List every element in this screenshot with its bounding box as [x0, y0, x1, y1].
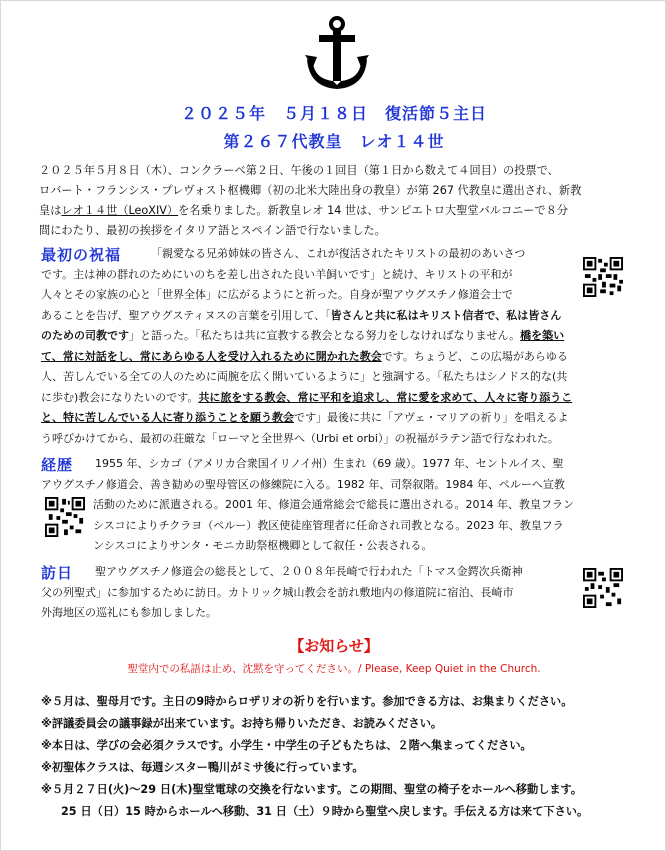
- blessing-text: です。ちょうど、この広場があらゆる: [381, 349, 568, 363]
- notice-item: 25 日（日）15 時からホールへ移動、31 日（土）９時から聖堂へ戻します。手伝える方は来て下さい。: [61, 805, 589, 818]
- notice-subtitle: 聖堂内での私語は止め、沈黙を守ってください。/ Please, Keep Quiet in the Church.: [127, 663, 541, 675]
- notice-list: [41, 691, 637, 823]
- career-line: ンシスコによりサンタ・モニカ助祭枢機卿として叙任・公表される。: [93, 539, 433, 552]
- career-line: 1955 年、シカゴ（アメリカ合衆国イリノイ州）生まれ（69 歳）。1977 年、セントルイス、聖: [95, 457, 564, 470]
- intro-line: [39, 201, 635, 221]
- blessing-quote: 皆さんと共に私はキリスト信者で、私は皆さん: [330, 308, 562, 322]
- intro-line: 間にわたり、最初の挨拶をイタリア語とスペイン語で行ないました。: [39, 224, 386, 237]
- blessing-line: 「親愛なる兄弟姉妹の皆さん、これが復活されたキリストの最初のあいさつ: [151, 247, 526, 260]
- notice-item: ※本日は、学びの会必須クラスです。小学生・中学生の子どもたちは、２階へ集まってください。: [41, 739, 532, 752]
- intro-line: ロバート・フランシス・プレヴォスト枢機卿（初の北米大陸出身の教皇）が第 267 代教皇に選出され、新教: [39, 184, 582, 197]
- blessing-paragraph: [41, 244, 641, 449]
- visit-paragraph: [41, 562, 581, 624]
- page-title-date: ２０２５年 ５月１８日 復活節５主日: [180, 104, 487, 123]
- intro-text: を名乗りました。新教皇レオ 14 世は、サンピエトロ大聖堂バルコニーで８分: [178, 204, 569, 217]
- blessing-line: う呼びかけてから、最初の荘厳な「ローマと全世界へ（Urbi et orbi）」の祝福がラテン語で行なわれた。: [41, 431, 559, 445]
- blessing-text: あることを告げ、聖アウグスティヌスの言葉を引用して、「: [41, 308, 331, 322]
- blessing-line: [41, 306, 641, 327]
- notice-item: ※５月２７日(火)～29 日(木)聖堂電球の交換を行ないます。この期間、聖堂の椅子をホールへ移動します。: [41, 783, 583, 796]
- blessing-emphasis: と、特に苦しんでいる人に寄り添うことを願う教会: [41, 411, 294, 424]
- anchor-icon: [301, 15, 373, 93]
- blessing-line: 人、苦しんでいる全ての人のために両腕を広く開いているように」と強調する。「私たちはシノドス的な(共: [41, 370, 568, 383]
- intro-paragraph: [39, 161, 635, 241]
- career-paragraph: [41, 454, 641, 557]
- blessing-quote: のための司教です: [41, 329, 129, 342]
- qr-code-icon: [583, 568, 623, 608]
- blessing-text: です」最後に共に「アヴェ・マリアの祈り」を唱えるよ: [294, 411, 569, 424]
- visit-line: 父の列聖式」に参加するために訪日。カトリック城山教会を訪れ敷地内の修道院に宿泊、長崎市: [41, 585, 514, 599]
- intro-text: 皇は: [39, 204, 62, 217]
- blessing-emphasis: 共に旅をする教会、常に平和を追求し、常に愛を求めて、人々に寄り添うこ: [198, 390, 573, 404]
- blessing-line: [41, 388, 641, 409]
- career-line: 活動のために派遣される。2001 年、修道会通常総会で総長に選出される。2014 年、教皇フラン: [93, 498, 574, 511]
- blessing-line: [41, 408, 641, 429]
- blessing-line: [41, 347, 641, 368]
- career-line: アウグスチノ修道会、善き勧めの聖母管区の修練院に入る。1982 年、司祭叙階。1984 年、ペルーへ宣教: [41, 477, 565, 491]
- notice-item: ※評議委員会の議事録が出来ています。お持ち帰りいただき、お読みください。: [41, 717, 443, 730]
- blessing-text: 」と語った。「私たちは共に宣教する教会となる努力をしなければなりません。: [129, 329, 521, 342]
- section-heading-blessing: 最初の祝福: [41, 246, 122, 264]
- notice-title: 【お知らせ】: [289, 637, 379, 655]
- visit-line: 聖アウグスチノ修道会の総長として、２００８年長崎で行われた「トマス金鍔次兵衛神: [95, 565, 523, 578]
- blessing-line: [41, 326, 641, 347]
- blessing-line: 人々とその家族の心と「世界全体」に広がるようにと祈った。自身が聖アウグスチノ修道会士で: [41, 288, 513, 301]
- blessing-line: です。主は神の群れのためにいのちを差し出された良い羊飼いです」と続け、キリストの平和が: [41, 267, 513, 281]
- section-heading-visit: 訪日: [41, 564, 74, 582]
- blessing-emphasis: 橋を築い: [520, 329, 565, 342]
- notice-item: ※５月は、聖母月です。主日の9時からロザリオの祈りを行います。参加できる方は、お集まりください。: [41, 695, 573, 708]
- visit-line: 外海地区の巡礼にも参加しました。: [41, 606, 217, 619]
- notice-item: ※初聖体クラスは、毎週シスター鴨川がミサ後に行っています。: [41, 761, 364, 774]
- blessing-emphasis: て、常に対話をし、常にあらゆる人を受け入れるために開かれた教会: [41, 349, 382, 363]
- blessing-text: に歩む)教会になりたいのです。: [41, 390, 199, 404]
- section-heading-career: 経歴: [41, 456, 74, 474]
- career-line: シスコによりチクラヨ（ペルー）教区使徒座管理者に任命され司教となる。2023 年、教皇フラ: [93, 518, 564, 532]
- pope-name: レオ１４世（LeoXIV）: [61, 204, 179, 217]
- page-title-pope: 第２６７代教皇 レオ１４世: [223, 132, 445, 151]
- intro-line: ２０２５年５月８日（木）、コンクラーベ第２日、午後の１回目（第１日から数えて４回目）の投票で、: [39, 164, 559, 177]
